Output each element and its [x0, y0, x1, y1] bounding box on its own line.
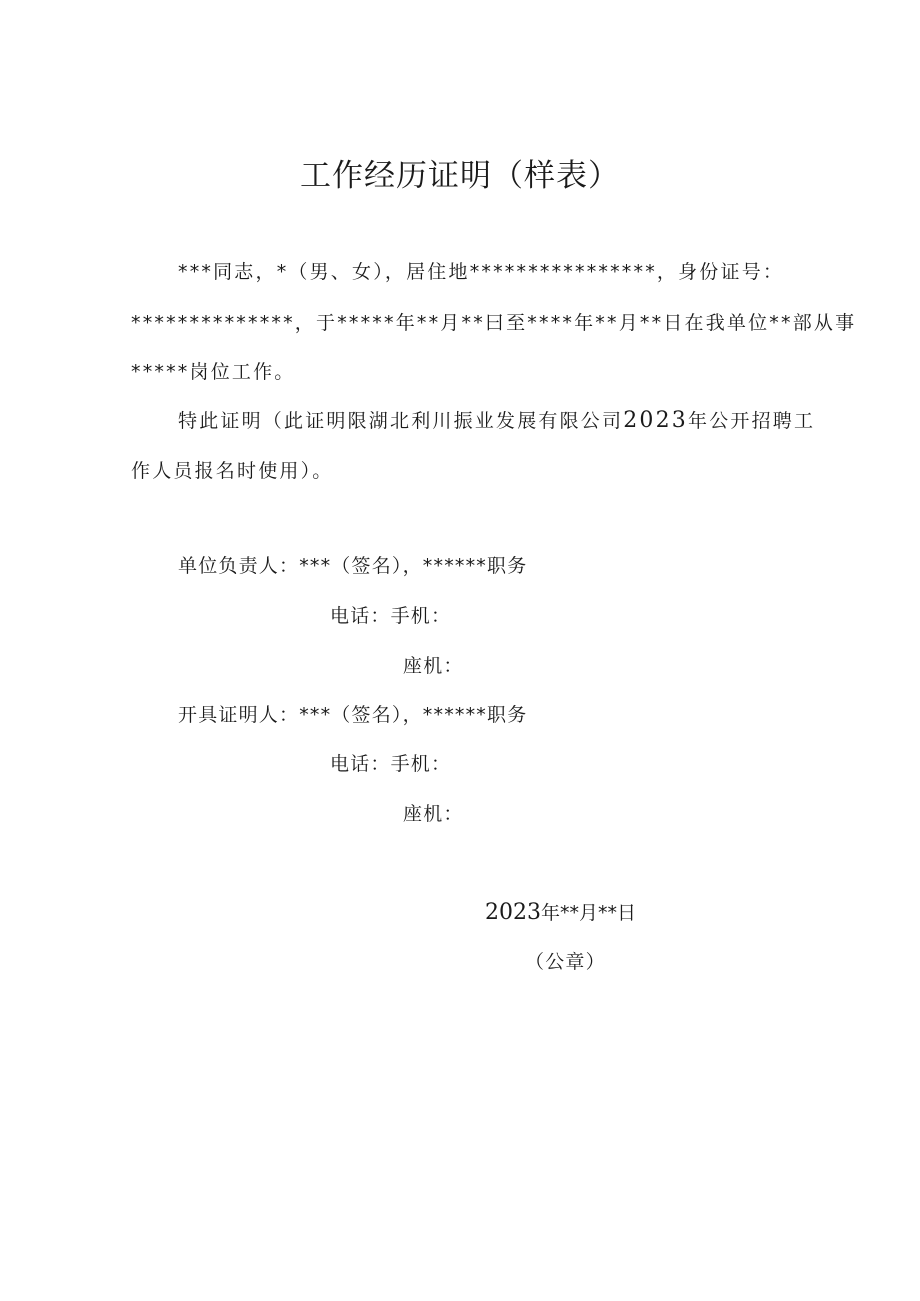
paragraph-2-line-1	[178, 409, 815, 433]
issue-date	[485, 901, 636, 925]
issuer-phone: 电话：手机：	[330, 753, 452, 775]
paragraph-1-line-3: *****岗位工作。	[131, 361, 296, 383]
unit-head-phone: 电话：手机：	[330, 605, 452, 627]
document-title: 工作经历证明（样表）	[300, 158, 620, 194]
paragraph-2-suffix: 年公开招聘工	[688, 410, 816, 432]
paragraph-2-prefix: 特此证明（此证明限湖北利川振业发展有限公司	[178, 410, 624, 432]
issuer-line: 开具证明人：***（签名），******职务	[178, 704, 528, 726]
unit-head-landline: 座机：	[403, 655, 464, 677]
paragraph-2-line-2: 作人员报名时使用）。	[131, 460, 334, 482]
paragraph-1-line-1: ***同志，*（男、女），居住地****************，身份证号：	[178, 261, 785, 283]
issuer-landline: 座机：	[403, 803, 464, 825]
paragraph-1-line-2: **************，于*****年**月**曰至****年**月**日在我单位**部从事	[131, 312, 857, 334]
unit-head-line: 单位负责人：***（签名），******职务	[178, 555, 528, 577]
issue-date-rest: 年**月**日	[541, 902, 637, 924]
paragraph-2-year: 2023	[623, 408, 688, 433]
issue-date-year: 2023	[485, 900, 541, 925]
official-seal-label: （公章）	[525, 951, 606, 973]
